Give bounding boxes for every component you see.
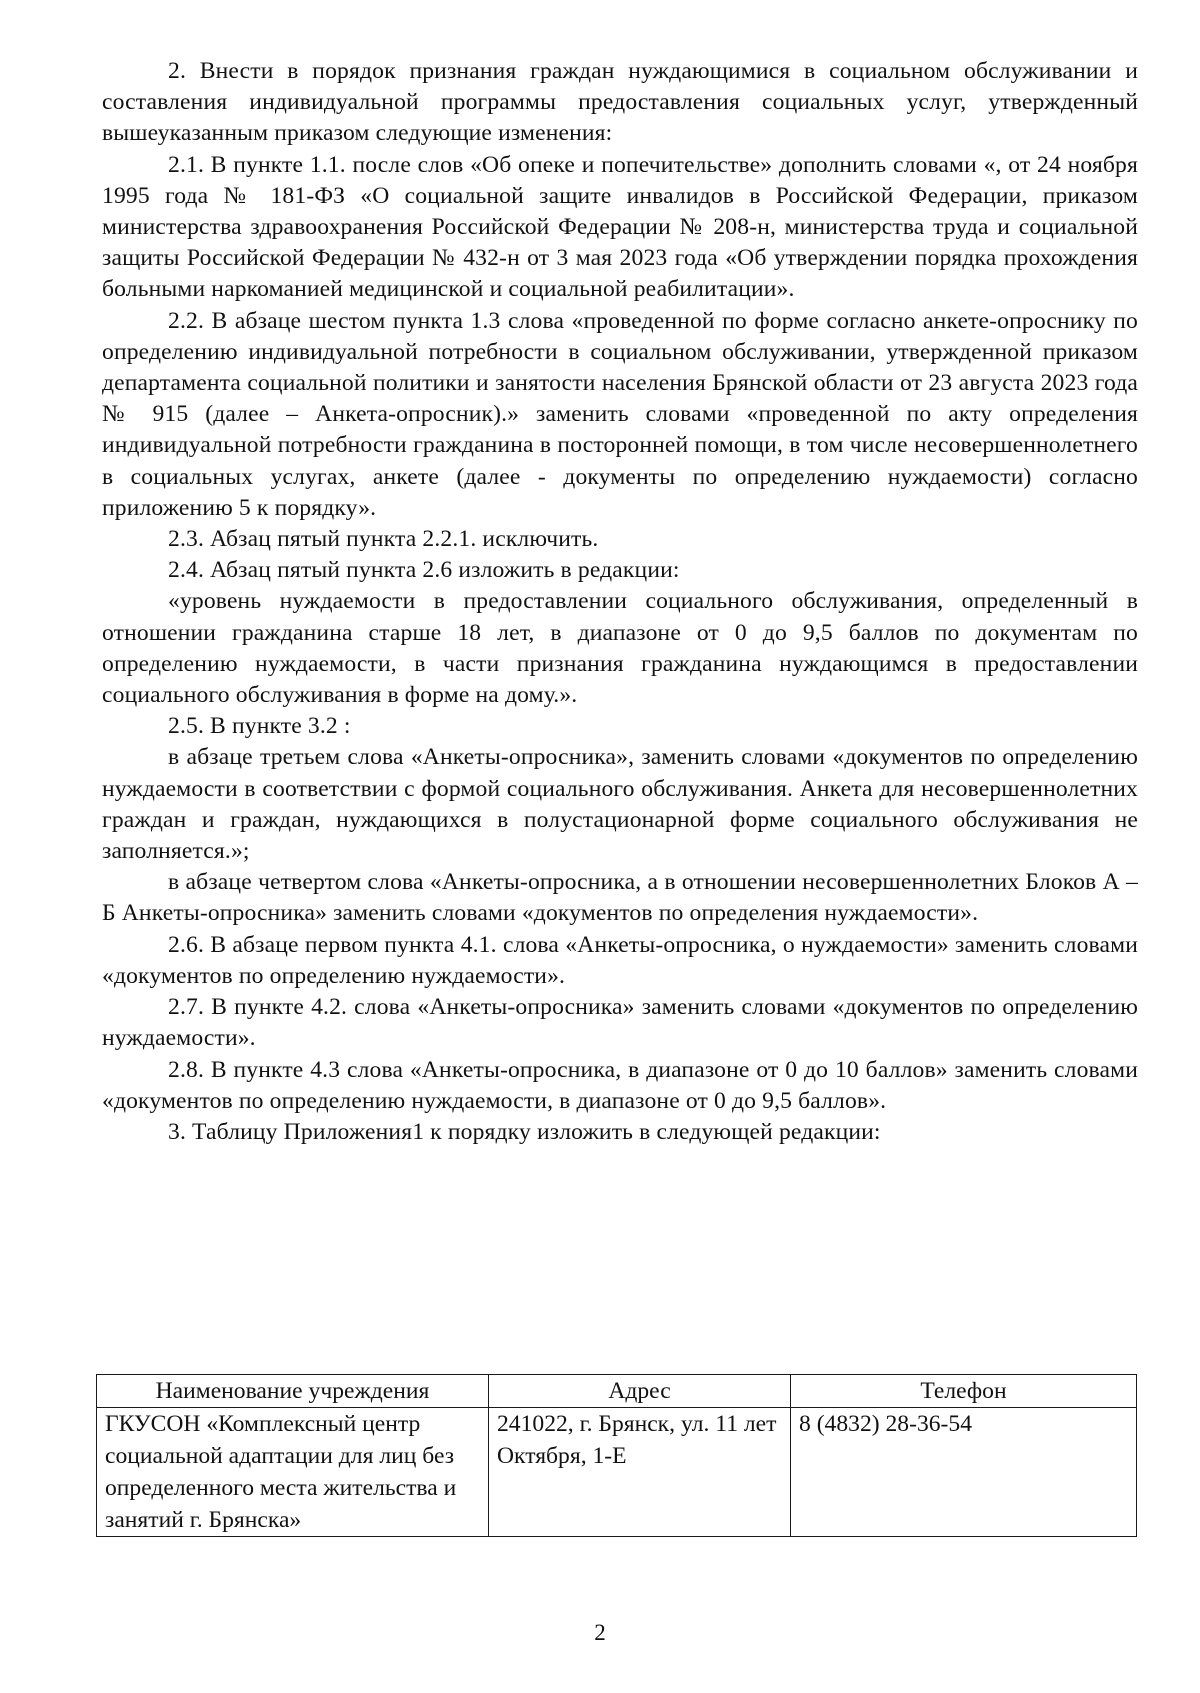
paragraph-2-5-fourth: в абзаце четвертом слова «Анкеты-опросника, а в отношении несовершеннолетних Блоков А – Б Анкеты-опросника» заменить словами «документов по определения нуждаемости». bbox=[102, 869, 1138, 927]
paragraph-3: 3. Таблицу Приложения1 к порядку изложить в следующей редакции: bbox=[168, 1118, 881, 1145]
paragraph-2-2: 2.2. В абзаце шестом пункта 1.3 слова «проведенной по форме согласно анкете-опроснику по определению индивидуальной потребности в социальном обслуживании, утвержденной приказом департамента социальной политики и занятости населения Брянской области от 23 августа 2023 года № 915 (далее – Анкета-опросник).» заменить словами «проведенной по акту определения индивидуальной потребности гражданина в посторонней помощи, в том числе несовершеннолетнего в социальных услугах, анкете (далее - документы по определению нуждаемости) согласно приложению 5 к порядку». bbox=[102, 307, 1138, 521]
table-row bbox=[97, 1408, 1137, 1537]
institution-table bbox=[96, 1374, 1137, 1537]
paragraph-2-4-quote: «уровень нуждаемости в предоставлении социального обслуживания, определенный в отношении гражданина старше 18 лет, в диапазоне от 0 до 9,5 баллов по документам по определению нуждаемости, в части признания гражданина нуждающимся в предоставлении социального обслуживания в форме на дому.». bbox=[102, 588, 1138, 709]
paragraph-2-5: 2.5. В пункте 3.2 : bbox=[168, 713, 351, 740]
table-header-row bbox=[97, 1375, 1137, 1408]
paragraph-2: 2. Внести в порядок признания граждан нуждающимися в социальном обслуживании и составления индивидуальной программы предоставления социальных услуг, утвержденный вышеуказанным приказом следующие изменения: bbox=[102, 58, 1138, 147]
paragraph-2-4: 2.4. Абзац пятый пункта 2.6 изложить в редакции: bbox=[168, 557, 680, 584]
column-header-phone: Телефон bbox=[791, 1375, 1137, 1408]
paragraph-2-7: 2.7. В пункте 4.2. слова «Анкеты-опросника» заменить словами «документов по определению нуждаемости». bbox=[102, 994, 1138, 1052]
paragraph-2-5-third: в абзаце третьем слова «Анкеты-опросника», заменить словами «документов по определению нуждаемости в соответствии с формой социального обслуживания. Анкета для несовершеннолетних граждан и граждан, нуждающихся в полустационарной форме социального обслуживания не заполняется.»; bbox=[102, 744, 1138, 865]
cell-institution-name: ГКУСОН «Комплексный центр социальной адаптации для лиц без определенного места жительства и занятий г. Брянска» bbox=[97, 1408, 489, 1537]
column-header-address: Адрес bbox=[489, 1375, 791, 1408]
paragraph-2-6: 2.6. В абзаце первом пункта 4.1. слова «Анкеты-опросника, о нуждаемости» заменить словами «документов по определению нуждаемости». bbox=[102, 931, 1138, 989]
cell-address: 241022, г. Брянск, ул. 11 лет Октября, 1-Е bbox=[489, 1408, 791, 1537]
cell-phone: 8 (4832) 28-36-54 bbox=[791, 1408, 1137, 1537]
paragraph-2-1: 2.1. В пункте 1.1. после слов «Об опеке и попечительстве» дополнить словами «, от 24 ноября 1995 года № 181-ФЗ «О социальной защите инвалидов в Российской Федерации, приказом министерства здравоохранения Российской Федерации № 208-н, министерства труда и социальной защиты Российской Федерации № 432-н от 3 мая 2023 года «Об утверждении порядка прохождения больными наркоманией медицинской и социальной реабилитации». bbox=[102, 151, 1138, 303]
column-header-name: Наименование учреждения bbox=[97, 1375, 489, 1408]
page-number: 2 bbox=[594, 1620, 606, 1645]
document-body bbox=[102, 56, 1138, 1148]
paragraph-2-3: 2.3. Абзац пятый пункта 2.2.1. исключить. bbox=[168, 526, 599, 553]
paragraph-2-8: 2.8. В пункте 4.3 слова «Анкеты-опросника, в диапазоне от 0 до 10 баллов» заменить словами «документов по определению нуждаемости, в диапазоне от 0 до 9,5 баллов». bbox=[102, 1056, 1138, 1114]
